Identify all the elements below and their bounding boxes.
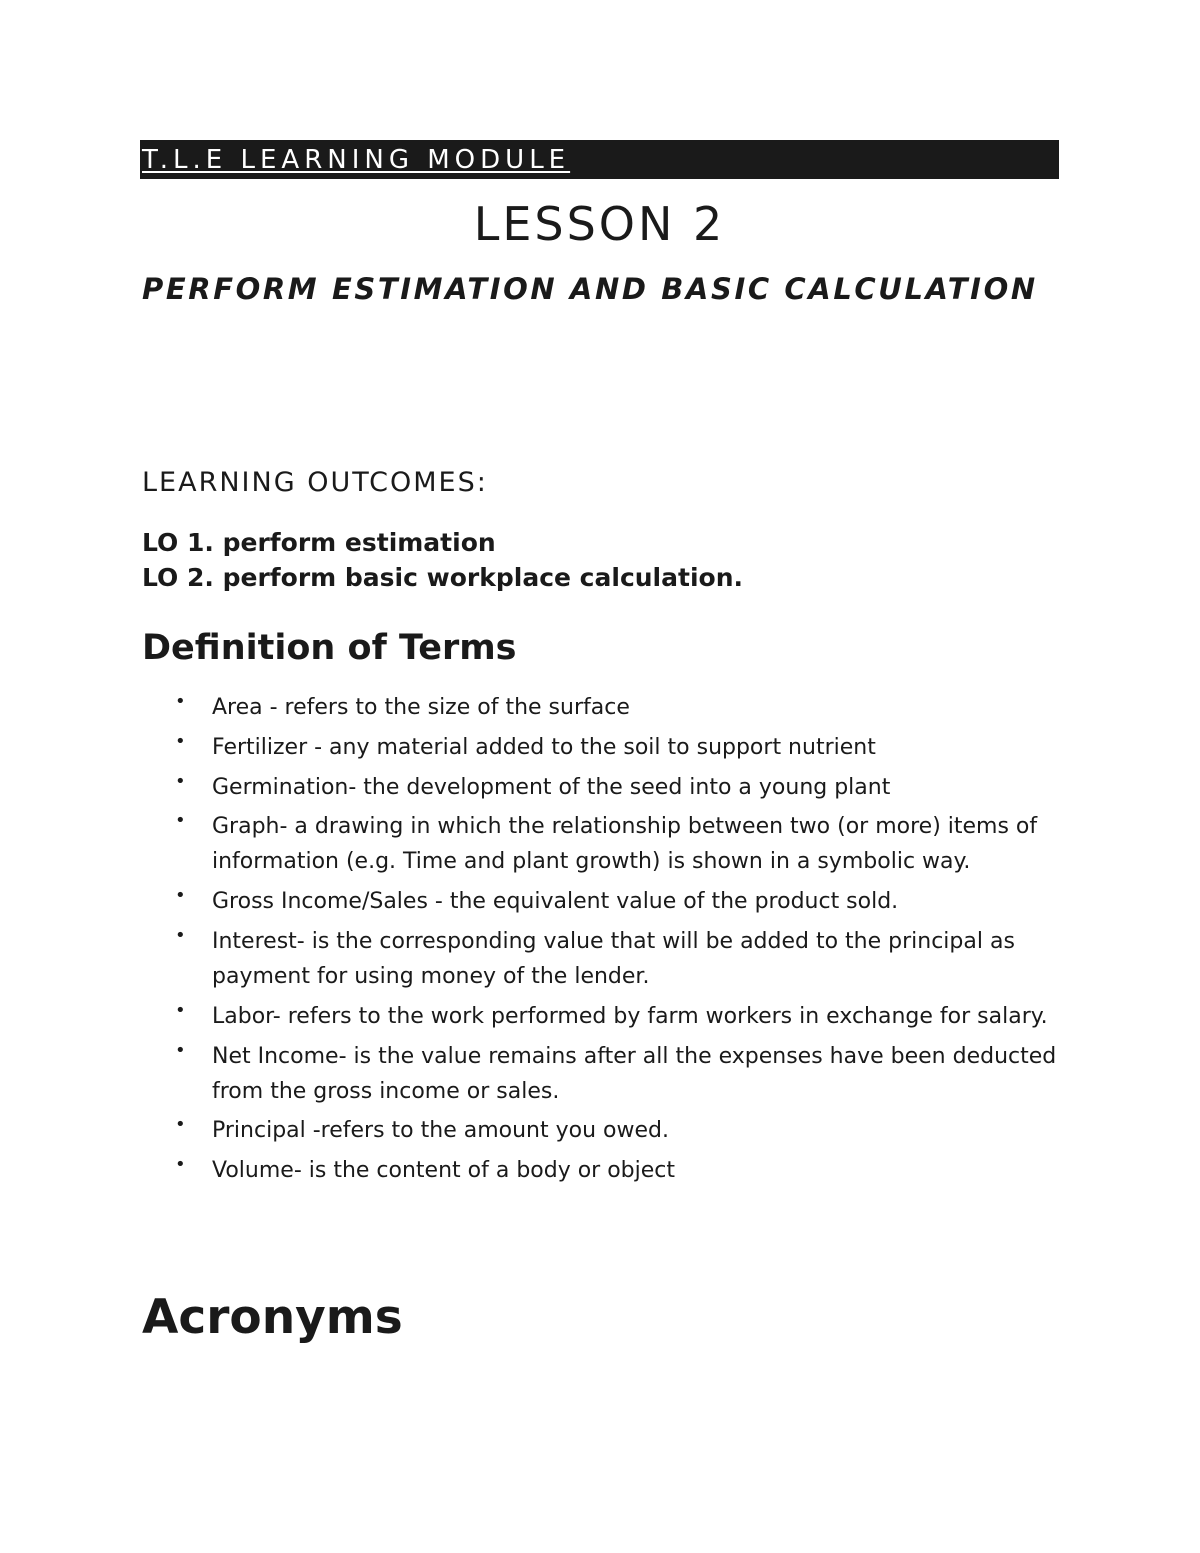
definition-item-volume <box>0 1153 1072 1188</box>
bullet-icon: • <box>175 810 186 832</box>
bullet-icon: • <box>175 770 186 792</box>
definition-item-interest <box>0 924 1072 994</box>
definition-text: Area - refers to the size of the surface <box>212 695 630 720</box>
definition-text: Fertilizer - any material added to the soil to support nutrient <box>212 734 876 760</box>
definition-item-germination <box>0 770 1072 805</box>
definition-text: Gross Income/Sales - the equivalent value of the product sold. <box>212 889 899 915</box>
definition-list <box>0 690 1200 1193</box>
definition-item-fertilizer <box>0 730 1072 765</box>
definition-item-principal <box>0 1113 1072 1148</box>
module-title: T.L.E LEARNING MODULE <box>142 145 571 175</box>
definition-item-net-income <box>0 1039 1072 1109</box>
definition-item-labor <box>0 999 1072 1034</box>
definition-text: Net Income- is the value remains after all the expenses have been deducted from the gross income or sales. <box>212 1043 1057 1104</box>
definition-text: Volume- is the content of a body or object <box>212 1158 676 1184</box>
bullet-icon: • <box>175 1154 186 1176</box>
definition-item-area <box>0 690 1072 725</box>
learning-outcome-1: LO 1. perform estimation <box>142 528 496 557</box>
bullet-icon: • <box>175 885 186 907</box>
bullet-icon: • <box>175 999 186 1021</box>
lesson-subtitle: PERFORM ESTIMATION AND BASIC CALCULATION <box>142 272 1038 306</box>
learning-outcomes-heading: LEARNING OUTCOMES: <box>142 467 488 498</box>
definition-text: Graph- a drawing in which the relationship between two (or more) items of information (e.g. Time and plant growth) is shown in a symbolic way. <box>212 814 1038 875</box>
definition-item-gross-income <box>0 884 1072 919</box>
bullet-icon: • <box>175 924 186 946</box>
acronyms-heading: Acronyms <box>142 1290 403 1345</box>
bullet-icon: • <box>175 730 186 752</box>
learning-outcome-2: LO 2. perform basic workplace calculation. <box>142 563 743 592</box>
definition-text: Labor- refers to the work performed by farm workers in exchange for salary. <box>212 1003 1048 1029</box>
bullet-icon: • <box>175 691 186 712</box>
definition-text: Principal -refers to the amount you owed. <box>212 1118 669 1144</box>
definition-of-terms-heading: Definition of Terms <box>142 628 517 668</box>
definition-item-graph <box>0 809 1072 879</box>
bullet-icon: • <box>175 1039 186 1061</box>
lesson-number: LESSON 2 <box>473 197 726 251</box>
bullet-icon: • <box>175 1114 186 1136</box>
definition-text: Germination- the development of the seed into a young plant <box>212 774 891 800</box>
definition-text: Interest- is the corresponding value that will be added to the principal as payment for using money of the lender. <box>212 928 1015 989</box>
